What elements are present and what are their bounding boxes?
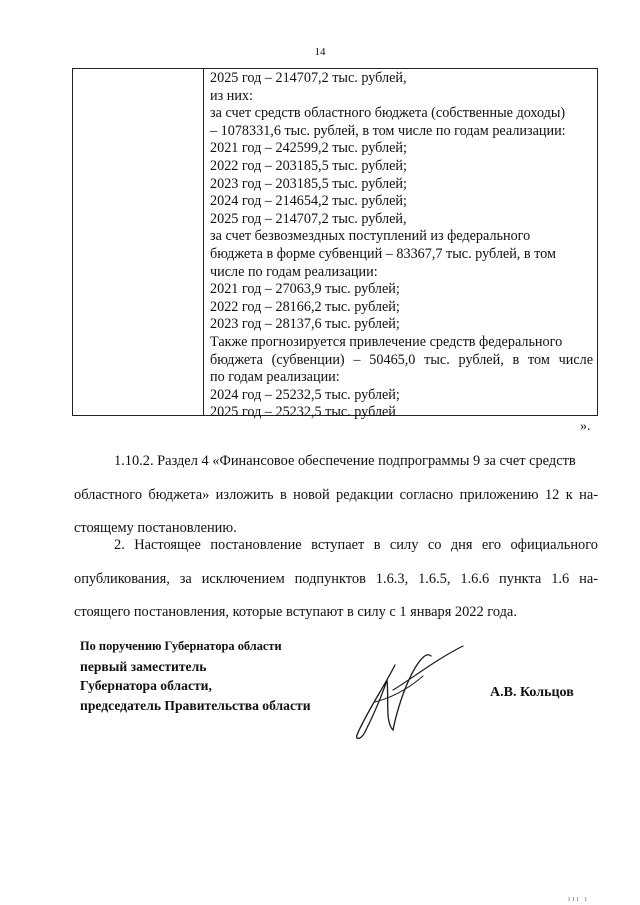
table-line: из них: (210, 87, 253, 104)
table-line: за счет безвозмездных поступлений из федерального (210, 228, 531, 245)
table-line: 2022 год – 203185,5 тыс. рублей; (210, 157, 407, 174)
table-line: 2021 год – 242599,2 тыс. рублей; (210, 140, 407, 157)
page-number: 14 (314, 46, 326, 58)
table-line: 2024 год – 214654,2 тыс. рублей; (210, 193, 407, 210)
signatory-name: А.В. Кольцов (490, 685, 574, 700)
table-line: за счет средств областного бюджета (собственные доходы) (210, 105, 566, 122)
table-line: 2023 год – 28137,6 тыс. рублей; (210, 316, 400, 333)
signatory-line: первый заместитель (80, 658, 207, 674)
handwritten-signature (335, 640, 470, 745)
paragraph-line: областного бюджета» изложить в новой редакции согласно приложению 12 к на- (74, 486, 598, 503)
paragraph-line: стоящему постановлению. (74, 520, 237, 536)
table-line: 2025 год – 25232,5 тыс. рублей (210, 404, 396, 421)
signatory-line: Губернатора области, (80, 678, 212, 693)
financing-table (72, 68, 598, 421)
paragraph-line: 2. Настоящее постановление вступает в силу со дня его официального (114, 537, 598, 553)
signatory-line: председатель Правительства области (80, 697, 311, 713)
signatory-title (80, 637, 311, 715)
closing-quote: ». (580, 419, 591, 434)
table-line: бюджета (субвенции) – 50465,0 тыс. рублей, в том числе (210, 351, 593, 368)
signatory-line: По поручению Губернатора области (80, 639, 282, 653)
table-line: 2025 год – 214707,2 тыс. рублей, (210, 210, 407, 227)
table-line: 2025 год – 214707,2 тыс. рублей, (210, 70, 407, 86)
table-line: 2023 год – 203185,5 тыс. рублей; (210, 175, 407, 192)
paragraph-2 (74, 529, 598, 630)
table-line: 2024 год – 25232,5 тыс. рублей; (210, 386, 400, 403)
scan-marks: ııı ı (568, 894, 589, 903)
table-line: 2022 год – 28166,2 тыс. рублей; (210, 298, 400, 315)
paragraph-line: 1.10.2. Раздел 4 «Финансовое обеспечение подпрограммы 9 за счет средств (114, 453, 576, 469)
table-line: 2021 год – 27063,9 тыс. рублей; (210, 281, 400, 298)
table-line: – 1078331,6 тыс. рублей, в том числе по годам реализации: (210, 122, 566, 139)
table-line: Также прогнозируется привлечение средств федерального (210, 333, 563, 350)
table-column-divider (203, 69, 204, 415)
paragraph-line: стоящего постановления, которые вступают в силу с 1 января 2022 года. (74, 604, 517, 620)
table-line: числе по годам реализации: (210, 263, 378, 280)
table-line: по годам реализации: (210, 369, 340, 386)
paragraph-line: опубликования, за исключением подпунктов 1.6.3, 1.6.5, 1.6.6 пункта 1.6 на- (74, 570, 598, 587)
table-line: бюджета в форме субвенций – 83367,7 тыс. рублей, в том (210, 245, 556, 262)
table-cell-text (210, 70, 593, 422)
